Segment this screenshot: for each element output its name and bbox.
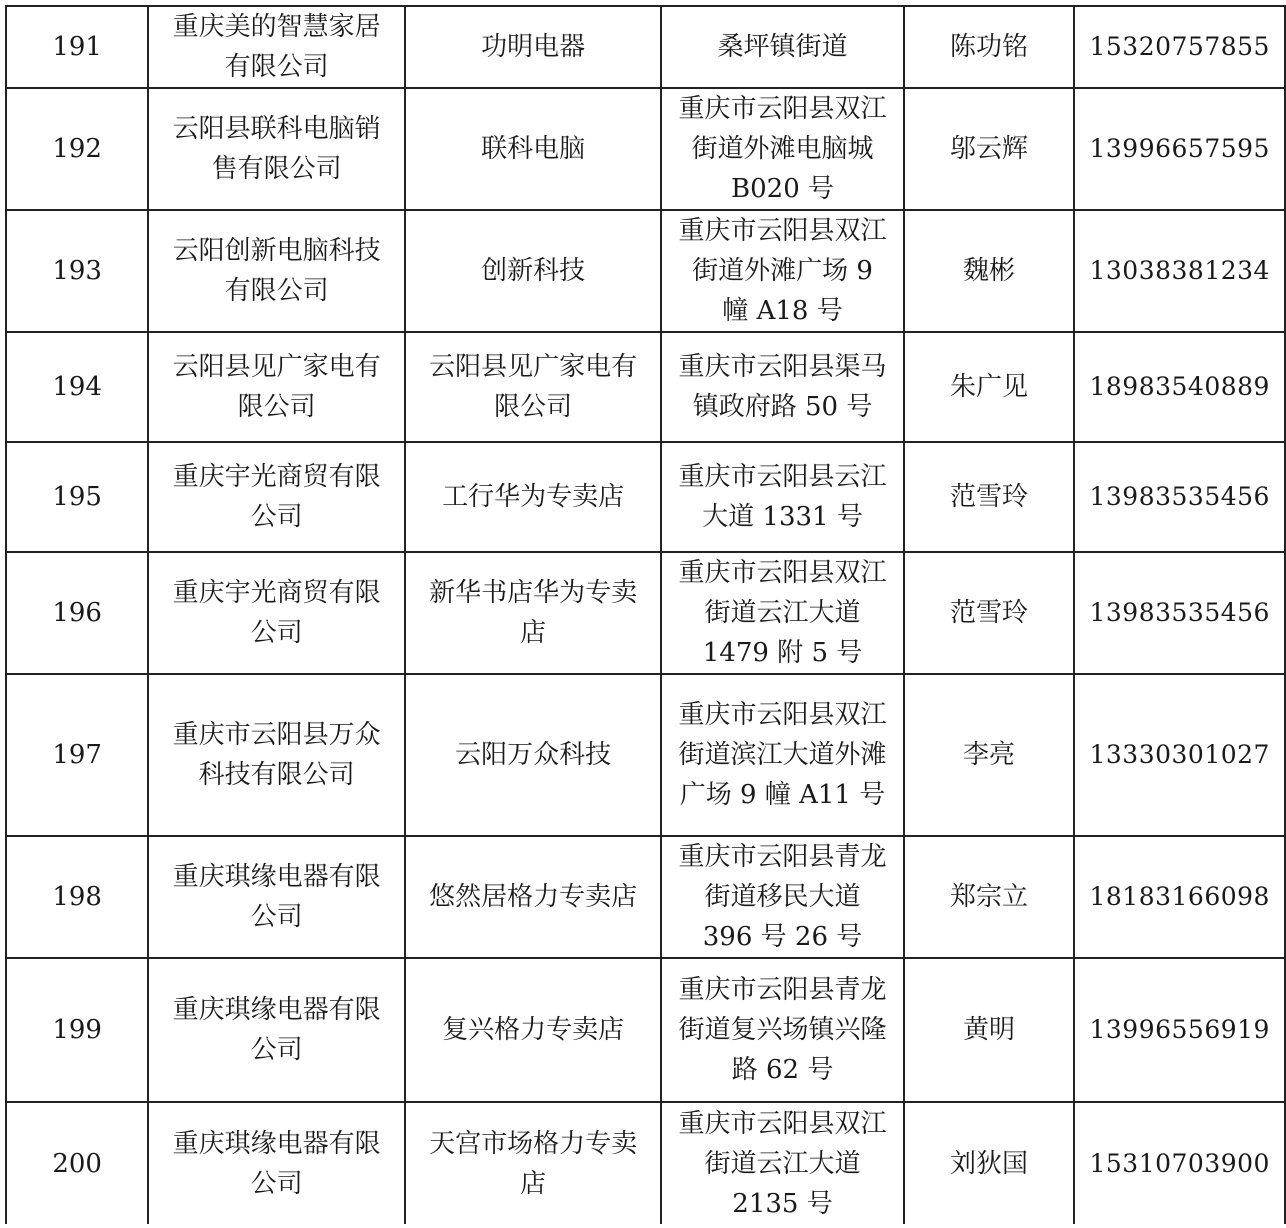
contact-phone: 13996657595 <box>1074 88 1285 210</box>
store-name: 新华书店华为专卖店 <box>405 552 662 674</box>
company-name: 重庆琪缘电器有限公司 <box>148 1102 405 1224</box>
company-name: 云阳创新电脑科技有限公司 <box>148 210 405 332</box>
store-name: 云阳万众科技 <box>405 674 662 836</box>
company-name: 重庆宇光商贸有限公司 <box>148 442 405 552</box>
row-number: 195 <box>6 442 148 552</box>
contact-phone: 13983535456 <box>1074 442 1285 552</box>
contact-person: 邬云辉 <box>904 88 1075 210</box>
store-address: 重庆市云阳县双江街道外滩广场 9 幢 A18 号 <box>661 210 903 332</box>
contact-phone: 13996556919 <box>1074 958 1285 1102</box>
store-name: 悠然居格力专卖店 <box>405 836 662 958</box>
store-address: 重庆市云阳县双江街道滨江大道外滩广场 9 幢 A11 号 <box>661 674 903 836</box>
contact-person: 朱广见 <box>904 332 1075 442</box>
row-number: 197 <box>6 674 148 836</box>
contact-phone: 15310703900 <box>1074 1102 1285 1224</box>
table-row <box>6 958 1285 1102</box>
contact-phone: 13983535456 <box>1074 552 1285 674</box>
table-row <box>6 552 1285 674</box>
company-name: 重庆琪缘电器有限公司 <box>148 958 405 1102</box>
table-row <box>6 210 1285 332</box>
company-name: 云阳县见广家电有限公司 <box>148 332 405 442</box>
row-number: 191 <box>6 6 148 88</box>
contact-phone: 15320757855 <box>1074 6 1285 88</box>
store-name: 联科电脑 <box>405 88 662 210</box>
contact-phone: 18983540889 <box>1074 332 1285 442</box>
company-name: 重庆宇光商贸有限公司 <box>148 552 405 674</box>
row-number: 198 <box>6 836 148 958</box>
company-name: 云阳县联科电脑销售有限公司 <box>148 88 405 210</box>
row-number: 192 <box>6 88 148 210</box>
store-name: 工行华为专卖店 <box>405 442 662 552</box>
contact-person: 郑宗立 <box>904 836 1075 958</box>
store-name: 天宫市场格力专卖店 <box>405 1102 662 1224</box>
merchant-table <box>5 5 1286 1224</box>
store-address: 重庆市云阳县双江街道外滩电脑城 B020 号 <box>661 88 903 210</box>
store-name: 功明电器 <box>405 6 662 88</box>
table-row <box>6 1102 1285 1224</box>
table-row <box>6 332 1285 442</box>
table-row <box>6 836 1285 958</box>
store-address: 重庆市云阳县青龙街道复兴场镇兴隆路 62 号 <box>661 958 903 1102</box>
row-number: 200 <box>6 1102 148 1224</box>
row-number: 193 <box>6 210 148 332</box>
table-row <box>6 88 1285 210</box>
merchant-table-body <box>6 6 1285 1224</box>
company-name: 重庆琪缘电器有限公司 <box>148 836 405 958</box>
store-address: 桑坪镇街道 <box>661 6 903 88</box>
table-row <box>6 442 1285 552</box>
row-number: 196 <box>6 552 148 674</box>
contact-phone: 13330301027 <box>1074 674 1285 836</box>
store-address: 重庆市云阳县双江街道云江大道 1479 附 5 号 <box>661 552 903 674</box>
store-address: 重庆市云阳县双江街道云江大道 2135 号 <box>661 1102 903 1224</box>
store-address: 重庆市云阳县青龙街道移民大道 396 号 26 号 <box>661 836 903 958</box>
store-name: 云阳县见广家电有限公司 <box>405 332 662 442</box>
store-address: 重庆市云阳县云江大道 1331 号 <box>661 442 903 552</box>
table-row <box>6 674 1285 836</box>
row-number: 194 <box>6 332 148 442</box>
contact-person: 魏彬 <box>904 210 1075 332</box>
contact-person: 刘狄国 <box>904 1102 1075 1224</box>
contact-person: 李亮 <box>904 674 1075 836</box>
row-number: 199 <box>6 958 148 1102</box>
contact-person: 黄明 <box>904 958 1075 1102</box>
company-name: 重庆市云阳县万众科技有限公司 <box>148 674 405 836</box>
store-name: 创新科技 <box>405 210 662 332</box>
contact-phone: 18183166098 <box>1074 836 1285 958</box>
company-name: 重庆美的智慧家居有限公司 <box>148 6 405 88</box>
contact-phone: 13038381234 <box>1074 210 1285 332</box>
table-row <box>6 6 1285 88</box>
store-address: 重庆市云阳县渠马镇政府路 50 号 <box>661 332 903 442</box>
contact-person: 范雪玲 <box>904 442 1075 552</box>
contact-person: 陈功铭 <box>904 6 1075 88</box>
store-name: 复兴格力专卖店 <box>405 958 662 1102</box>
contact-person: 范雪玲 <box>904 552 1075 674</box>
